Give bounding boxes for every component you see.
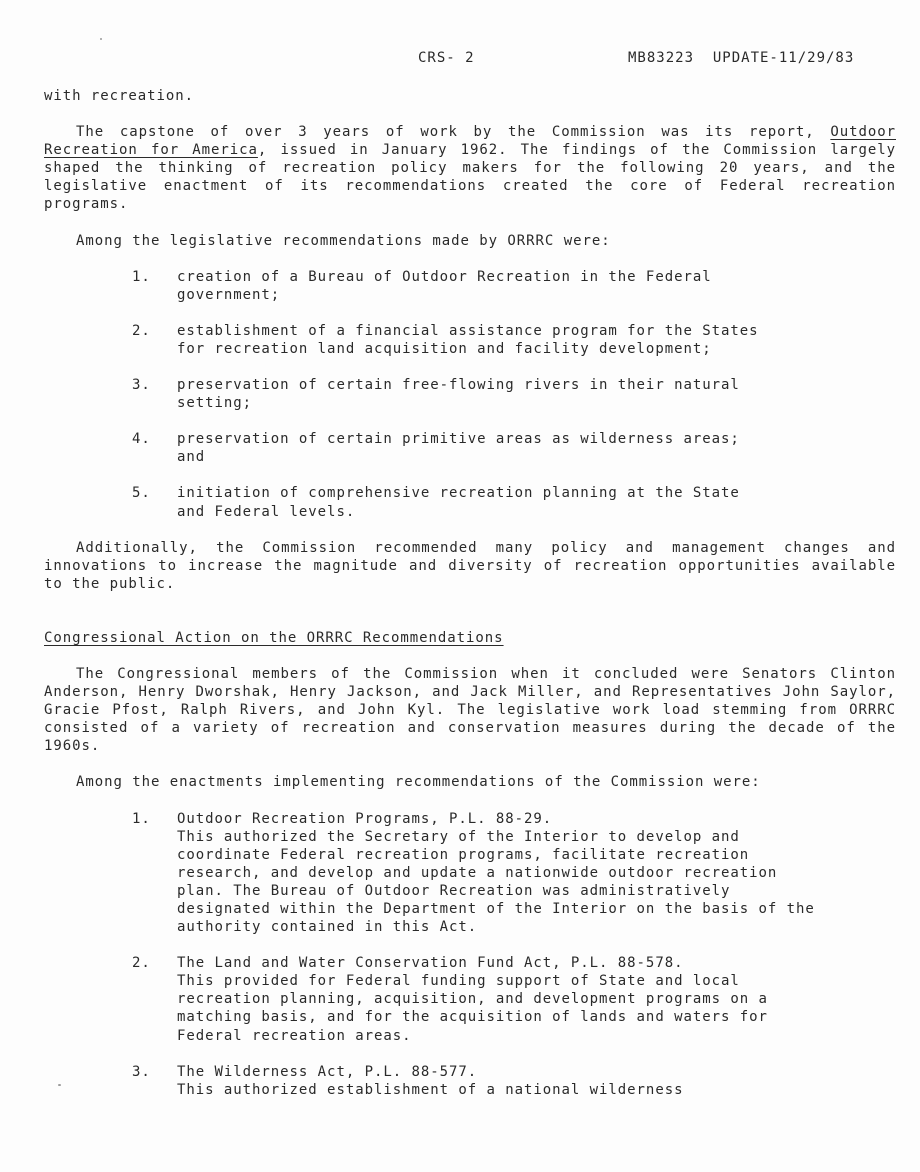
list-item	[44, 954, 827, 1044]
enactment-title: The Wilderness Act, P.L. 88-577.	[177, 1063, 478, 1080]
list-item-text: preservation of certain free-flowing rivers in their natural setting;	[177, 377, 740, 412]
list-number: 4.	[132, 431, 151, 448]
page-label: CRS- 2	[418, 50, 475, 66]
enactment-text: This provided for Federal funding support of State and local recreation planning, acquisition, and development programs on a matching basis, and for the acquisition of lands and waters for Federal recreation areas.	[177, 973, 768, 1044]
list-item-text: preservation of certain primitive areas as wilderness areas; and	[177, 431, 740, 466]
enactment-text: This authorized the Secretary of the Interior to develop and coordinate Federal recreation programs, facilitate recreation research, and develop and update a nationwide outdoor recreation plan. The Bureau of Outdoor Recreation was administratively designated within the Department of the Interior on the basis of the authority contained in this Act.	[177, 828, 815, 936]
list-number: 3.	[132, 1063, 151, 1080]
list-number: 3.	[132, 377, 151, 394]
list-number: 1.	[132, 810, 151, 827]
document-id-update: MB83223 UPDATE-11/29/83	[628, 50, 855, 66]
list-item	[44, 430, 777, 466]
enactments-intro: Among the enactments implementing recommendations of the Commission were:	[76, 774, 761, 791]
document-body	[44, 87, 896, 1099]
list-number: 1.	[132, 268, 151, 285]
scan-speck	[100, 38, 102, 40]
list-item-text: establishment of a financial assistance program for the States for recreation land acquisition and facility development;	[177, 322, 759, 357]
capstone-paragraph	[44, 123, 896, 213]
list-item	[44, 268, 777, 304]
enactment-text: This authorized establishment of a national wilderness	[177, 1081, 684, 1098]
list-item	[44, 322, 777, 358]
additionally-paragraph: Additionally, the Commission recommended many policy and management changes and innovations to increase the magnitude and diversity of recreation opportunities available to the public.	[44, 539, 896, 592]
list-item	[44, 376, 777, 412]
enactments-list	[44, 810, 896, 1099]
capstone-lead: The capstone of over 3 years of work by the Commission was its report,	[76, 124, 815, 141]
members-paragraph: The Congressional members of the Commission when it concluded were Senators Clinton Anderson, Henry Dworshak, Henry Jackson, and Jack Miller, and Representatives John Saylor, Gracie Pfost, Ralph Rivers, and John Kyl. The legislative work load stemming from ORRRC consisted of a variety of recreation and conservation measures during the decade of the 1960s.	[44, 665, 896, 755]
list-item	[44, 810, 827, 937]
enactment-title: Outdoor Recreation Programs, P.L. 88-29.	[177, 810, 553, 827]
list-item-text: initiation of comprehensive recreation planning at the State and Federal levels.	[177, 485, 740, 520]
report-title: Outdoor Recreation for America	[44, 124, 896, 159]
list-number: 5.	[132, 485, 151, 502]
list-number: 2.	[132, 955, 151, 972]
list-item	[44, 1063, 827, 1099]
continuation-text: with recreation.	[44, 88, 195, 104]
list-number: 2.	[132, 322, 151, 339]
page-header	[0, 50, 920, 70]
list-item	[44, 484, 777, 520]
capstone-rest: , issued in January 1962. The findings of the Commission largely shaped the thinking of recreation policy makers for the following 20 years, and the legislative enactment of its recommendations created the core of Federal recreation programs.	[44, 142, 896, 213]
list-item-text: creation of a Bureau of Outdoor Recreation in the Federal government;	[177, 268, 712, 303]
section-heading: Congressional Action on the ORRRC Recommendations	[44, 629, 504, 646]
enactment-title: The Land and Water Conservation Fund Act, P.L. 88-578.	[177, 955, 684, 972]
recommendations-list	[44, 268, 896, 521]
recommendations-intro: Among the legislative recommendations made by ORRRC were:	[76, 232, 611, 249]
